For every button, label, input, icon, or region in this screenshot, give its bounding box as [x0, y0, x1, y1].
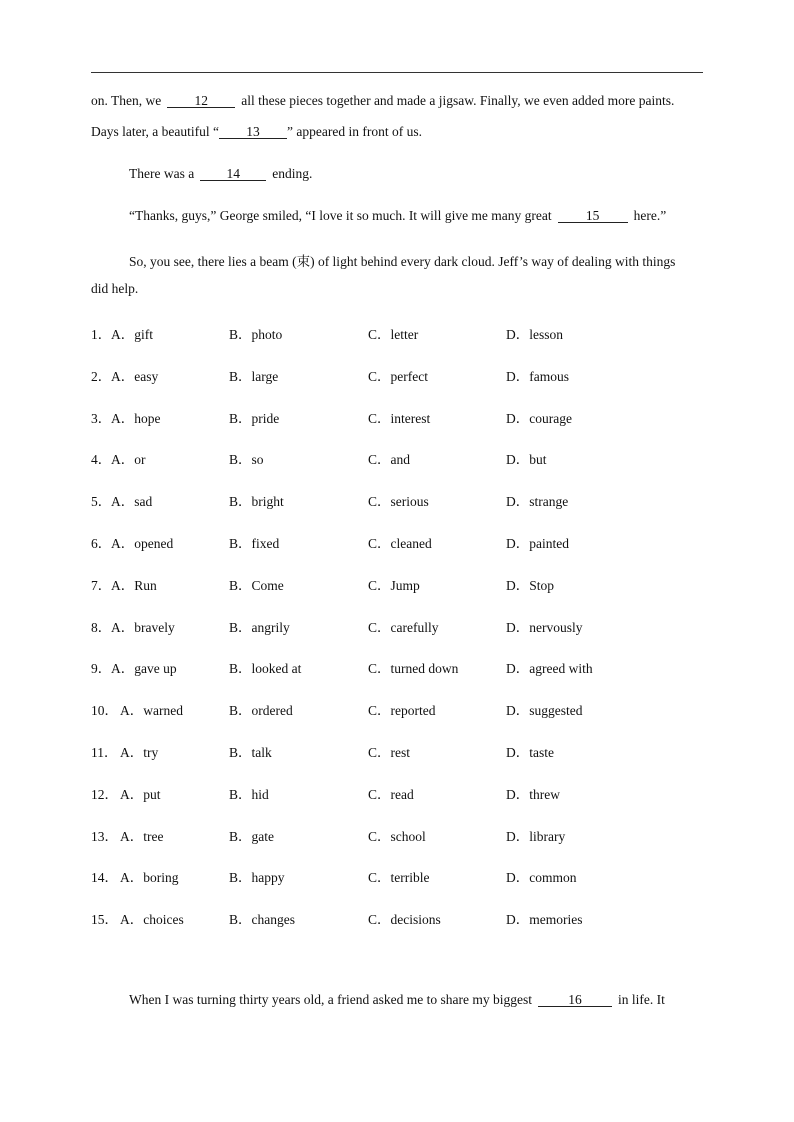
option-b[interactable]: B．photo	[229, 327, 283, 342]
option-c[interactable]: C．decisions	[368, 912, 441, 928]
option-a[interactable]: A．warned	[120, 703, 183, 719]
question-row	[91, 616, 711, 634]
option-a[interactable]: A．tree	[120, 828, 164, 844]
option-c[interactable]: C．perfect	[368, 368, 428, 384]
option-b[interactable]: B．ordered	[229, 703, 293, 719]
option-c[interactable]: C．reported	[368, 703, 436, 719]
question-number: 5．	[91, 494, 112, 510]
text: “Thanks, guys,” George smiled, “I love it so much. It will give me many great	[129, 208, 552, 223]
question-number: 2．	[91, 368, 112, 384]
option-a[interactable]: A．bravely	[111, 619, 175, 635]
option-d[interactable]: D．memories	[506, 912, 583, 928]
passage-line-2	[91, 124, 422, 140]
question-number: 15．	[91, 912, 118, 928]
question-number: 10．	[91, 703, 118, 719]
option-a[interactable]: A．Run	[111, 577, 157, 593]
blank-16: 16	[538, 993, 612, 1007]
question-number: 3．	[91, 410, 112, 426]
option-c[interactable]: C．serious	[368, 494, 429, 510]
question-row	[91, 699, 711, 717]
option-c[interactable]: C．letter	[368, 327, 419, 342]
blank-14: 14	[200, 167, 266, 181]
blank-12: 12	[167, 94, 235, 108]
option-d[interactable]: D．but	[506, 452, 547, 468]
question-number: 9．	[91, 661, 112, 677]
option-c[interactable]: C．interest	[368, 410, 431, 426]
option-c[interactable]: C．rest	[368, 745, 410, 760]
option-b[interactable]: B．pride	[229, 410, 280, 426]
question-number: 1．	[91, 327, 112, 342]
option-b[interactable]: B．so	[229, 452, 264, 468]
question-row	[91, 365, 711, 383]
question-number: 4．	[91, 452, 112, 468]
option-a[interactable]: A．put	[120, 786, 161, 802]
question-row	[91, 407, 711, 425]
header-rule	[91, 72, 703, 73]
option-a[interactable]: A．gave up	[111, 661, 177, 677]
text: ” appeared in front of us.	[287, 124, 422, 139]
option-a[interactable]: A．try	[120, 745, 159, 760]
option-d[interactable]: D．courage	[506, 410, 572, 426]
passage-line-5: So, you see, there lies a beam (束) of light behind every dark cloud. Jeff’s way of dealing with things	[129, 254, 676, 269]
blank-15: 15	[558, 209, 628, 223]
text: in life. It	[618, 992, 665, 1007]
option-a[interactable]: A．gift	[111, 327, 153, 342]
option-d[interactable]: D．suggested	[506, 703, 583, 719]
option-b[interactable]: B．Come	[229, 577, 284, 593]
option-c[interactable]: C．read	[368, 786, 414, 802]
option-d[interactable]: D．famous	[506, 368, 569, 384]
option-d[interactable]: D．common	[506, 870, 577, 886]
option-c[interactable]: C．and	[368, 452, 410, 468]
option-c[interactable]: C．cleaned	[368, 536, 432, 551]
text: When I was turning thirty years old, a friend asked me to share my biggest	[129, 992, 533, 1007]
option-b[interactable]: B．changes	[229, 912, 295, 928]
passage-line-4	[129, 208, 666, 224]
passage-line-1	[91, 93, 674, 109]
option-b[interactable]: B．bright	[229, 494, 284, 510]
option-a[interactable]: A．or	[111, 452, 146, 468]
option-d[interactable]: D．taste	[506, 745, 554, 760]
question-number: 14．	[91, 870, 118, 886]
option-d[interactable]: D．lesson	[506, 327, 563, 342]
next-passage-line	[129, 992, 665, 1008]
question-row	[91, 657, 711, 675]
question-row	[91, 825, 711, 843]
option-d[interactable]: D．Stop	[506, 577, 555, 593]
option-b[interactable]: B．angrily	[229, 619, 290, 635]
option-d[interactable]: D．agreed with	[506, 661, 593, 677]
option-b[interactable]: B．fixed	[229, 536, 280, 551]
question-number: 8．	[91, 619, 112, 635]
question-row	[91, 866, 711, 884]
option-c[interactable]: C．school	[368, 828, 426, 844]
question-number: 11．	[91, 745, 118, 760]
text: There was a	[129, 166, 195, 181]
option-d[interactable]: D．painted	[506, 536, 569, 551]
passage-line-3	[129, 166, 312, 182]
text: Days later, a beautiful “	[91, 124, 220, 139]
question-row	[91, 908, 711, 926]
question-row	[91, 323, 711, 341]
option-a[interactable]: A．sad	[111, 494, 153, 510]
option-b[interactable]: B．large	[229, 368, 279, 384]
option-c[interactable]: C．terrible	[368, 870, 430, 886]
option-b[interactable]: B．talk	[229, 745, 272, 760]
question-row	[91, 741, 711, 759]
option-a[interactable]: A．opened	[111, 536, 174, 551]
text: here.”	[633, 208, 667, 223]
option-c[interactable]: C．carefully	[368, 619, 439, 635]
text: all these pieces together and made a jigsaw. Finally, we even added more paints.	[241, 93, 675, 108]
question-row	[91, 532, 711, 550]
question-number: 13．	[91, 828, 118, 844]
passage-line-6: did help.	[91, 281, 139, 296]
question-number: 6．	[91, 536, 112, 551]
option-c[interactable]: C．turned down	[368, 661, 459, 677]
option-c[interactable]: C．Jump	[368, 577, 420, 593]
option-a[interactable]: A．choices	[120, 912, 184, 928]
question-row	[91, 574, 711, 592]
question-row	[91, 783, 711, 801]
option-b[interactable]: B．happy	[229, 870, 285, 886]
option-b[interactable]: B．hid	[229, 786, 269, 802]
option-a[interactable]: A．hope	[111, 410, 161, 426]
option-a[interactable]: A．easy	[111, 368, 159, 384]
question-row	[91, 490, 711, 508]
text: on. Then, we	[91, 93, 162, 108]
option-d[interactable]: D．nervously	[506, 619, 583, 635]
option-d[interactable]: D．threw	[506, 786, 560, 802]
option-b[interactable]: B．looked at	[229, 661, 302, 677]
question-number: 12．	[91, 786, 118, 802]
option-d[interactable]: D．strange	[506, 494, 569, 510]
question-number: 7．	[91, 577, 112, 593]
question-row	[91, 448, 711, 466]
option-d[interactable]: D．library	[506, 828, 566, 844]
option-a[interactable]: A．boring	[120, 870, 179, 886]
option-b[interactable]: B．gate	[229, 828, 274, 844]
blank-13: 13	[219, 125, 287, 139]
text: ending.	[272, 166, 313, 181]
